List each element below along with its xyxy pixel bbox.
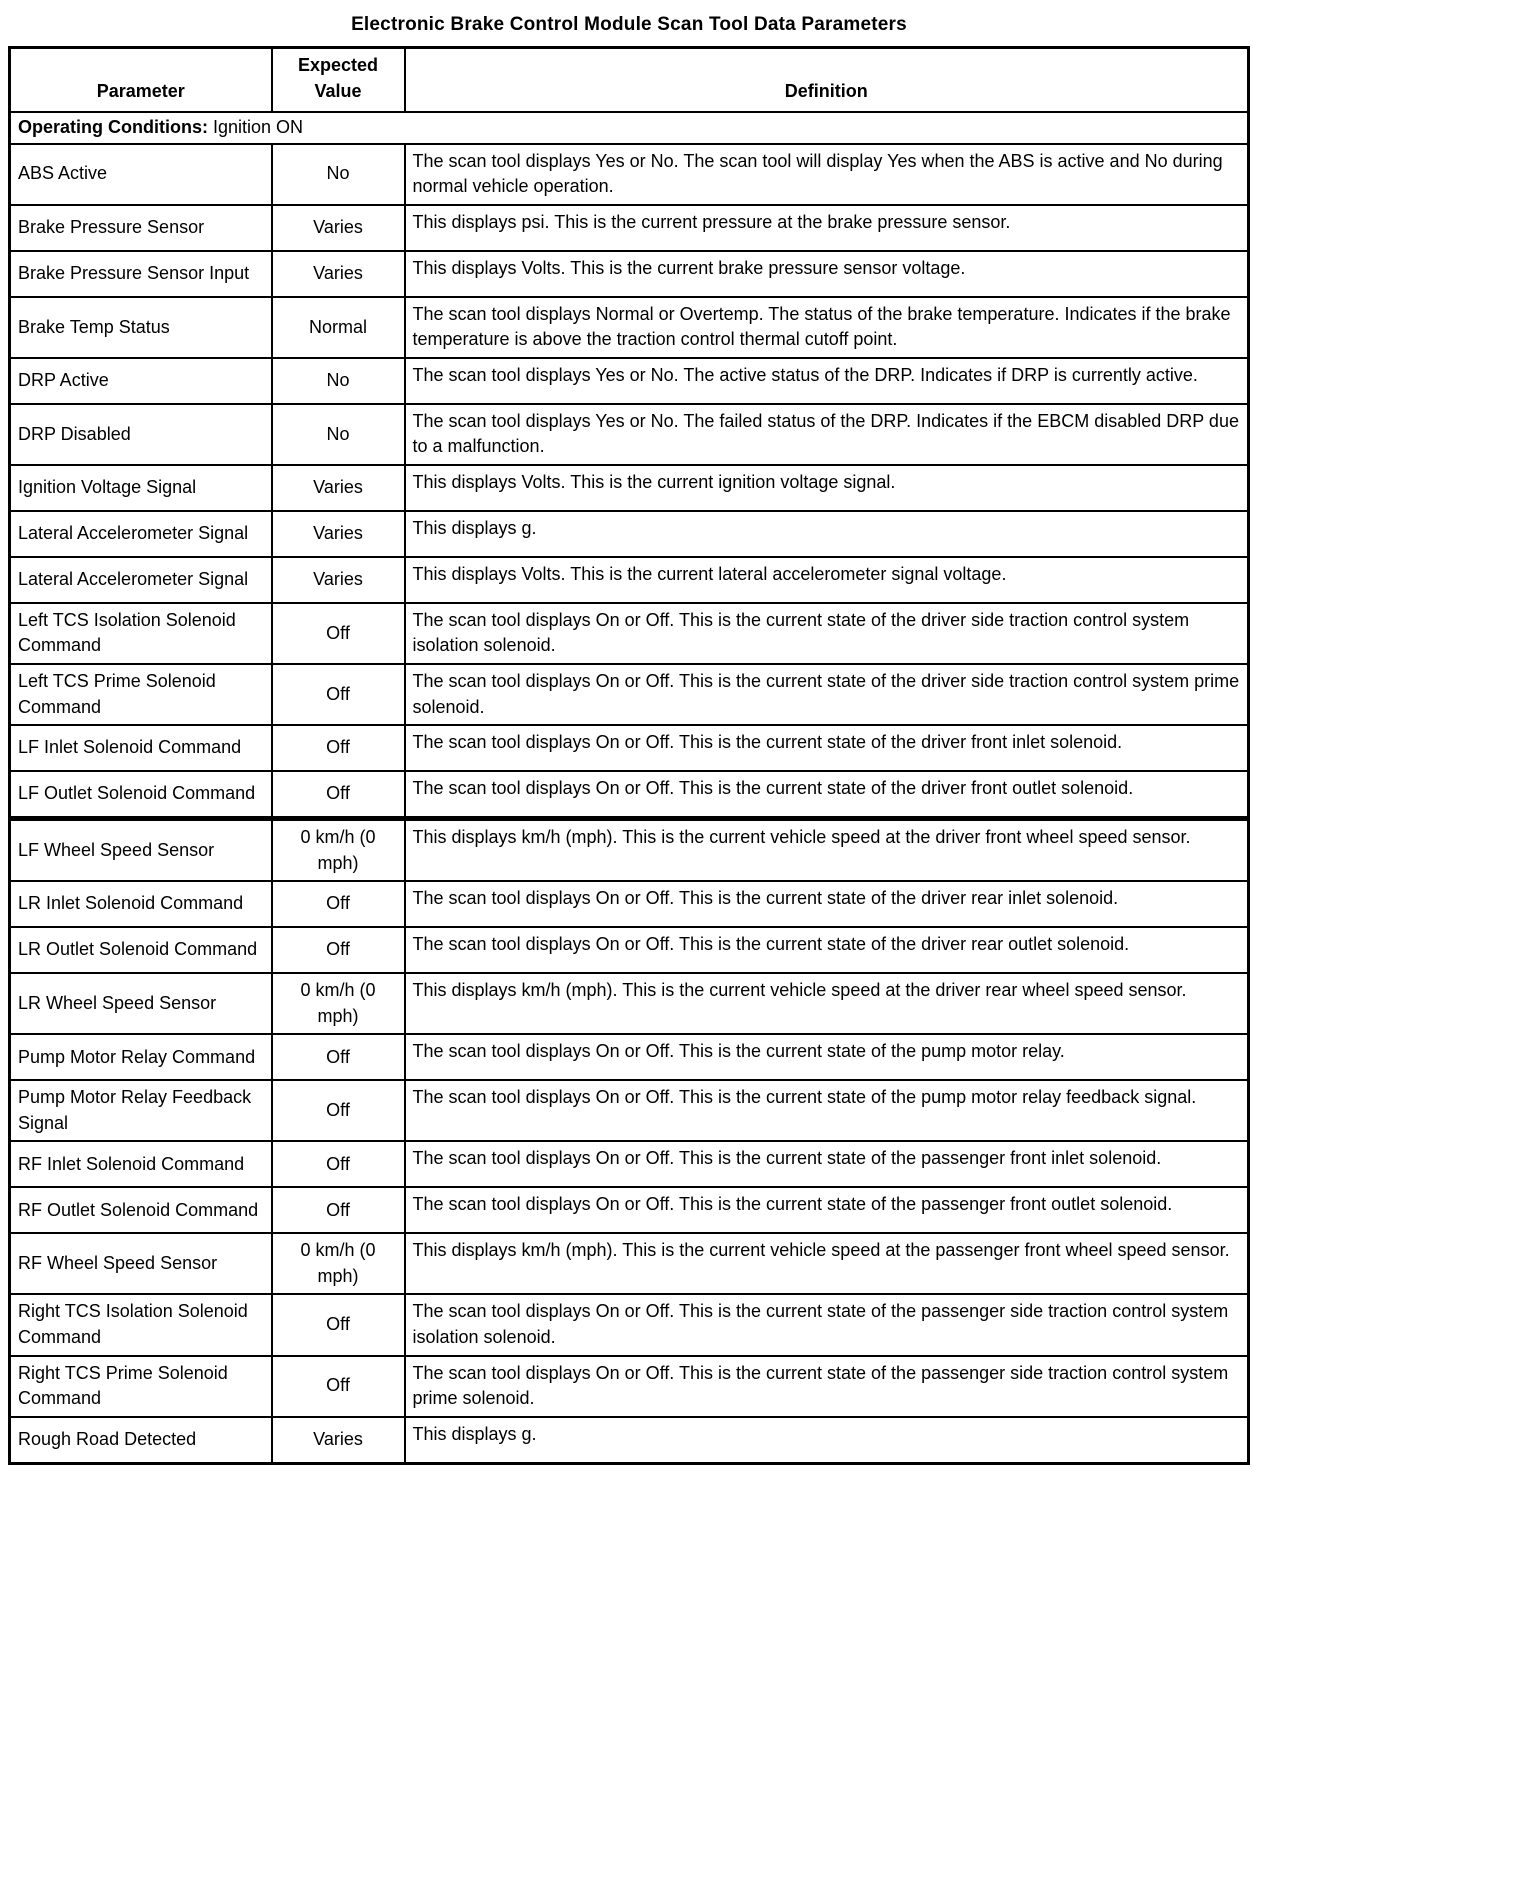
expected-value-cell: Off xyxy=(272,1294,405,1355)
expected-value-column-header: Expected Value xyxy=(272,48,405,113)
table-row xyxy=(10,1141,1249,1187)
definition-cell: The scan tool displays On or Off. This is the current state of the passenger front outlet solenoid. xyxy=(405,1187,1249,1233)
table-row xyxy=(10,603,1249,664)
parameter-cell: Brake Pressure Sensor xyxy=(10,205,272,251)
definition-cell: The scan tool displays On or Off. This is the current state of the driver side traction control system prime solenoid. xyxy=(405,664,1249,725)
expected-value-cell: Off xyxy=(272,664,405,725)
table-row xyxy=(10,557,1249,603)
parameter-cell: RF Inlet Solenoid Command xyxy=(10,1141,272,1187)
definition-cell: The scan tool displays On or Off. This is the current state of the driver front inlet solenoid. xyxy=(405,725,1249,771)
expected-value-cell: Off xyxy=(272,927,405,973)
parameter-cell: RF Outlet Solenoid Command xyxy=(10,1187,272,1233)
definition-cell: The scan tool displays On or Off. This is the current state of the pump motor relay feedback signal. xyxy=(405,1080,1249,1141)
expected-value-cell: Off xyxy=(272,881,405,927)
expected-value-cell: Varies xyxy=(272,1417,405,1464)
expected-value-cell: 0 km/h (0 mph) xyxy=(272,819,405,882)
definition-cell: The scan tool displays On or Off. This is the current state of the passenger side traction control system prime solenoid. xyxy=(405,1356,1249,1417)
definition-cell: The scan tool displays Yes or No. The failed status of the DRP. Indicates if the EBCM disabled DRP due to a malfunction. xyxy=(405,404,1249,465)
expected-value-cell: Off xyxy=(272,603,405,664)
table-row xyxy=(10,1034,1249,1080)
definition-cell: This displays Volts. This is the current brake pressure sensor voltage. xyxy=(405,251,1249,297)
expected-value-cell: Off xyxy=(272,1080,405,1141)
expected-value-cell: Off xyxy=(272,1034,405,1080)
table-row xyxy=(10,881,1249,927)
table-row xyxy=(10,1233,1249,1294)
table-row xyxy=(10,297,1249,358)
definition-cell: The scan tool displays Yes or No. The scan tool will display Yes when the ABS is active and No during normal vehicle operation. xyxy=(405,144,1249,205)
table-row xyxy=(10,1356,1249,1417)
parameter-cell: RF Wheel Speed Sensor xyxy=(10,1233,272,1294)
expected-value-cell: 0 km/h (0 mph) xyxy=(272,1233,405,1294)
parameter-cell: Brake Temp Status xyxy=(10,297,272,358)
table-row xyxy=(10,771,1249,819)
table-row xyxy=(10,927,1249,973)
parameter-cell: Right TCS Prime Solenoid Command xyxy=(10,1356,272,1417)
table-row xyxy=(10,1187,1249,1233)
page-title: Electronic Brake Control Module Scan Tool Data Parameters xyxy=(351,14,907,35)
operating-conditions-label: Operating Conditions: xyxy=(18,117,208,138)
parameter-cell: Rough Road Detected xyxy=(10,1417,272,1464)
expected-value-cell: Off xyxy=(272,1356,405,1417)
table-row xyxy=(10,144,1249,205)
parameter-cell: LR Inlet Solenoid Command xyxy=(10,881,272,927)
table-row xyxy=(10,973,1249,1034)
parameter-column-header: Parameter xyxy=(10,48,272,113)
parameter-cell: Ignition Voltage Signal xyxy=(10,465,272,511)
table-row xyxy=(10,465,1249,511)
expected-value-cell: Off xyxy=(272,1141,405,1187)
table-row xyxy=(10,1417,1249,1464)
expected-value-cell: Varies xyxy=(272,557,405,603)
expected-value-cell: No xyxy=(272,358,405,404)
definition-cell: The scan tool displays On or Off. This is the current state of the driver rear outlet solenoid. xyxy=(405,927,1249,973)
scan-tool-data-table xyxy=(8,46,1250,1465)
table-row xyxy=(10,404,1249,465)
parameter-cell: LR Outlet Solenoid Command xyxy=(10,927,272,973)
expected-value-cell: Off xyxy=(272,771,405,819)
table-row xyxy=(10,251,1249,297)
parameter-cell: Pump Motor Relay Command xyxy=(10,1034,272,1080)
definition-cell: This displays g. xyxy=(405,1417,1249,1464)
parameter-cell: DRP Disabled xyxy=(10,404,272,465)
table-row xyxy=(10,819,1249,882)
table-row xyxy=(10,205,1249,251)
expected-value-cell: Varies xyxy=(272,251,405,297)
parameter-cell: Left TCS Prime Solenoid Command xyxy=(10,664,272,725)
table-row xyxy=(10,358,1249,404)
definition-cell: The scan tool displays On or Off. This is the current state of the driver front outlet solenoid. xyxy=(405,771,1249,819)
parameter-cell: Left TCS Isolation Solenoid Command xyxy=(10,603,272,664)
expected-value-cell: 0 km/h (0 mph) xyxy=(272,973,405,1034)
expected-value-cell: Varies xyxy=(272,205,405,251)
expected-value-cell: No xyxy=(272,404,405,465)
parameter-cell: ABS Active xyxy=(10,144,272,205)
definition-cell: The scan tool displays On or Off. This is the current state of the passenger side traction control system isolation solenoid. xyxy=(405,1294,1249,1355)
expected-value-cell: Normal xyxy=(272,297,405,358)
parameter-cell: LF Outlet Solenoid Command xyxy=(10,771,272,819)
expected-value-cell: Off xyxy=(272,725,405,771)
definition-cell: The scan tool displays On or Off. This is the current state of the passenger front inlet solenoid. xyxy=(405,1141,1249,1187)
parameter-cell: Right TCS Isolation Solenoid Command xyxy=(10,1294,272,1355)
table-row xyxy=(10,1080,1249,1141)
table-body xyxy=(10,144,1249,1464)
parameter-cell: DRP Active xyxy=(10,358,272,404)
expected-value-cell: Varies xyxy=(272,511,405,557)
definition-column-header: Definition xyxy=(405,48,1249,113)
operating-conditions-value: Ignition ON xyxy=(207,117,304,138)
definition-cell: This displays km/h (mph). This is the current vehicle speed at the driver front wheel speed sensor. xyxy=(405,819,1249,882)
operating-conditions-cell xyxy=(10,112,1249,144)
definition-cell: The scan tool displays On or Off. This is the current state of the driver side traction control system isolation solenoid. xyxy=(405,603,1249,664)
table-row xyxy=(10,664,1249,725)
parameter-cell: LR Wheel Speed Sensor xyxy=(10,973,272,1034)
table-row xyxy=(10,1294,1249,1355)
expected-value-cell: Off xyxy=(272,1187,405,1233)
table-header xyxy=(10,48,1249,144)
parameter-cell: Lateral Accelerometer Signal xyxy=(10,511,272,557)
definition-cell: The scan tool displays On or Off. This is the current state of the driver rear inlet solenoid. xyxy=(405,881,1249,927)
table-row xyxy=(10,725,1249,771)
parameter-cell: Pump Motor Relay Feedback Signal xyxy=(10,1080,272,1141)
definition-cell: This displays km/h (mph). This is the current vehicle speed at the driver rear wheel speed sensor. xyxy=(405,973,1249,1034)
definition-cell: The scan tool displays On or Off. This is the current state of the pump motor relay. xyxy=(405,1034,1249,1080)
expected-value-cell: Varies xyxy=(272,465,405,511)
definition-cell: This displays Volts. This is the current ignition voltage signal. xyxy=(405,465,1249,511)
definition-cell: This displays km/h (mph). This is the current vehicle speed at the passenger front wheel speed sensor. xyxy=(405,1233,1249,1294)
operating-conditions-row xyxy=(10,112,1249,144)
definition-cell: The scan tool displays Normal or Overtemp. The status of the brake temperature. Indicates if the brake temperature is above the traction control thermal cutoff point. xyxy=(405,297,1249,358)
definition-cell: This displays psi. This is the current pressure at the brake pressure sensor. xyxy=(405,205,1249,251)
header-row xyxy=(10,48,1249,113)
parameter-cell: LF Inlet Solenoid Command xyxy=(10,725,272,771)
table-row xyxy=(10,511,1249,557)
definition-cell: This displays Volts. This is the current lateral accelerometer signal voltage. xyxy=(405,557,1249,603)
parameter-cell: Lateral Accelerometer Signal xyxy=(10,557,272,603)
parameter-cell: Brake Pressure Sensor Input xyxy=(10,251,272,297)
expected-value-cell: No xyxy=(272,144,405,205)
definition-cell: This displays g. xyxy=(405,511,1249,557)
definition-cell: The scan tool displays Yes or No. The active status of the DRP. Indicates if DRP is currently active. xyxy=(405,358,1249,404)
parameter-cell: LF Wheel Speed Sensor xyxy=(10,819,272,882)
